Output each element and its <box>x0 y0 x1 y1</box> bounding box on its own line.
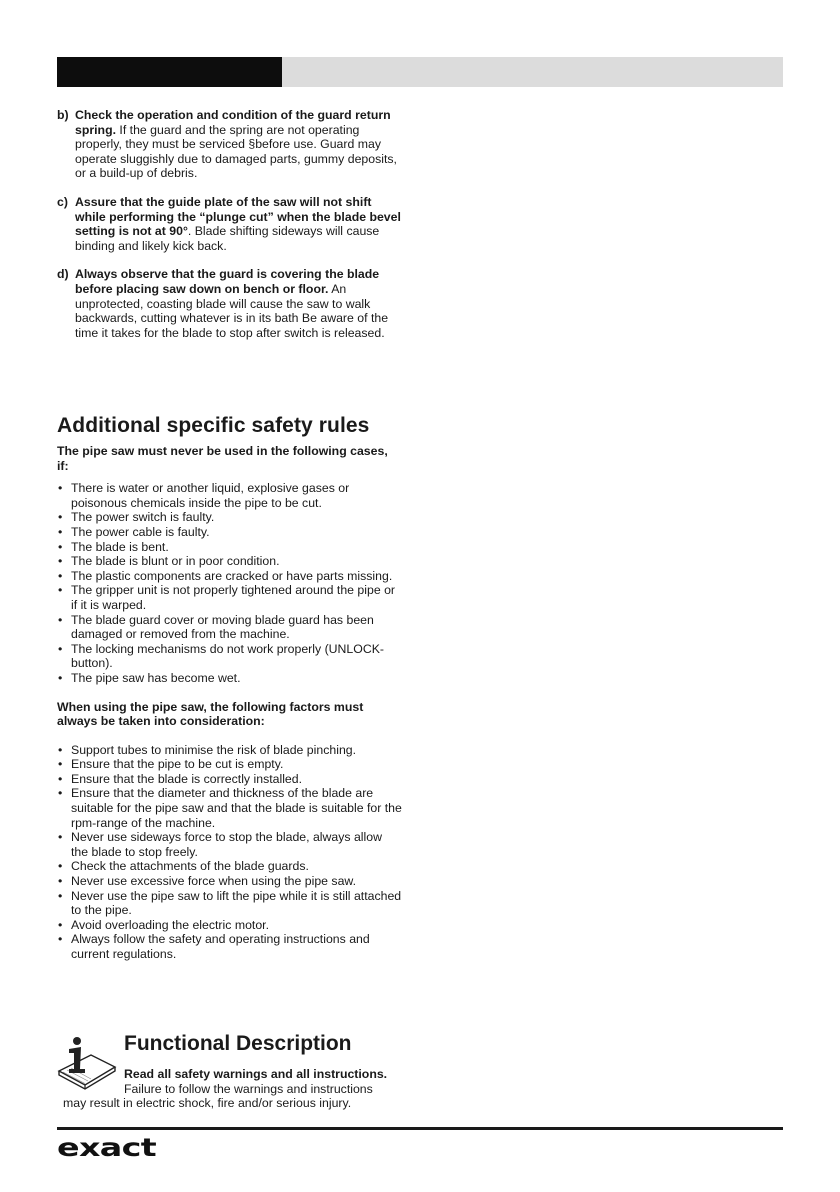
item-bold-text: Always observe that the guard is covering the blade before placing saw down on bench or floor. <box>75 267 380 296</box>
warning-bold-line: Read all safety warnings and all instructions. <box>124 1067 388 1081</box>
lead-never-used: The pipe saw must never be used in the following cases, if: <box>57 444 388 473</box>
list-item: • The gripper unit is not properly tightened around the pipe or if it is warped. <box>57 583 402 612</box>
item-label: c) <box>57 194 68 209</box>
logo-text: exact <box>57 1137 157 1159</box>
warning-line-last: may result in electric shock, fire and/or serious injury. <box>63 1096 352 1110</box>
exact-logo <box>57 1137 157 1159</box>
item-bold-text: Check the operation and condition of the guard return spring. <box>75 108 391 137</box>
list-item: • Never use the pipe saw to lift the pipe while it is still attached to the pipe. <box>57 889 402 918</box>
item-label: b) <box>57 108 69 122</box>
list-item: • Support tubes to minimise the risk of blade pinching. <box>57 743 402 758</box>
safety-item-d <box>57 267 402 340</box>
item-text: An unprotected, coasting blade will cause the saw to walk backwards, cutting whatever is in its bath Be aware of the time it takes for the blade to stop after switch is released. <box>75 281 389 340</box>
list-item: • The locking mechanisms do not work properly (UNLOCK-button). <box>57 642 402 671</box>
list-item: • Never use sideways force to stop the blade, always allow the blade to stop freely. <box>57 830 402 859</box>
list-item: • Never use excessive force when using the pipe saw. <box>57 874 402 889</box>
item-text: . Blade shifting sideways will cause binding and likely kick back. <box>75 224 380 253</box>
list-item: • The blade is bent. <box>57 540 402 555</box>
info-book-icon <box>55 1033 119 1091</box>
list-item: • The pipe saw has become wet. <box>57 671 402 686</box>
item-label: d) <box>57 267 69 282</box>
additional-safety-heading: Additional specific safety rules <box>57 414 370 437</box>
list-item: • Ensure that the diameter and thickness of the blade are suitable for the pipe saw and that the blade is suitable for the rpm-range of the machine. <box>57 786 402 830</box>
functional-description-heading: Functional Description <box>124 1032 352 1055</box>
list-item: • The power switch is faulty. <box>57 510 402 525</box>
warning-line: Failure to follow the warnings and instructions <box>124 1081 373 1096</box>
considerations-list <box>57 743 402 962</box>
header-band <box>57 57 783 87</box>
safety-item-c <box>57 195 402 253</box>
never-used-list <box>57 481 402 685</box>
list-item: • The blade is blunt or in poor condition. <box>57 554 402 569</box>
list-item: • There is water or another liquid, explosive gases or poisonous chemicals inside the pipe to be cut. <box>57 481 402 510</box>
safety-items-block <box>57 108 402 340</box>
functional-warning <box>124 1067 414 1096</box>
lead-considerations: When using the pipe saw, the following factors must always be taken into consideration: <box>57 699 364 729</box>
list-item: • The blade guard cover or moving blade guard has been damaged or removed from the machine. <box>57 613 402 642</box>
item-bold-text: Assure that the guide plate of the saw will not shift while performing the “plunge cut” when the blade bevel setting is not at 90° <box>75 194 401 239</box>
list-item: • Avoid overloading the electric motor. <box>57 918 402 933</box>
list-item: • The plastic components are cracked or have parts missing. <box>57 569 402 584</box>
footer-rule <box>57 1127 783 1130</box>
list-item: • Ensure that the blade is correctly installed. <box>57 772 402 787</box>
item-text: If the guard and the spring are not operating properly, they must be serviced §before use. Guard may operate sluggishly due to damaged parts, gummy deposits, or a build-up of debris. <box>75 122 397 181</box>
list-item: • Ensure that the pipe to be cut is empty. <box>57 757 402 772</box>
list-item: • The power cable is faulty. <box>57 525 402 540</box>
list-item: • Always follow the safety and operating instructions and current regulations. <box>57 932 402 961</box>
additional-rules-block <box>57 444 402 962</box>
header-black-tab <box>57 57 282 87</box>
list-item: • Check the attachments of the blade guards. <box>57 859 402 874</box>
safety-item-b <box>57 108 402 181</box>
